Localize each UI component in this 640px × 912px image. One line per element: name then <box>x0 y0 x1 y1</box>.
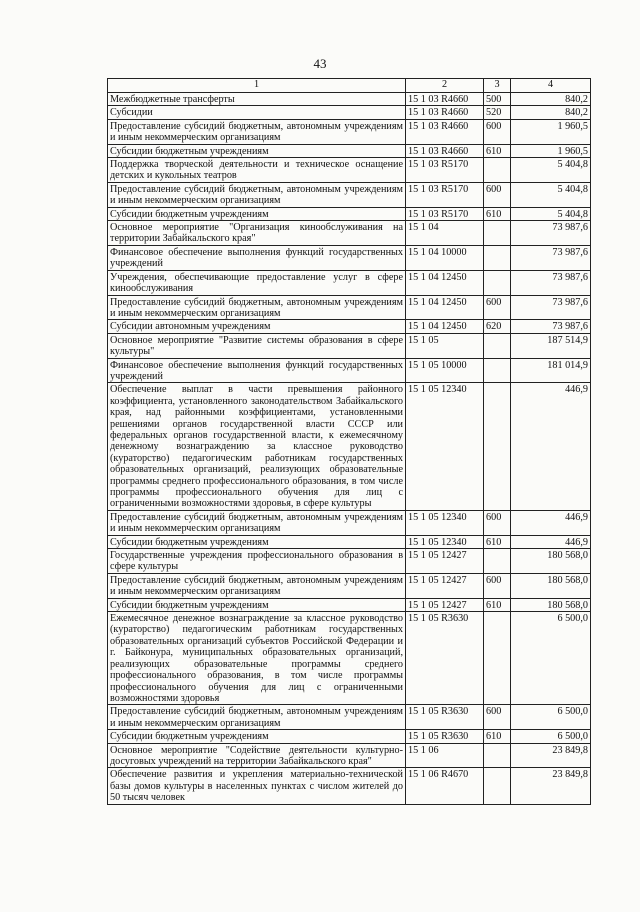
row-expense-type-cell: 600 <box>484 182 511 207</box>
row-code-cell: 15 1 06 R4670 <box>406 768 484 804</box>
row-expense-type-cell <box>484 245 511 270</box>
row-expense-type-cell <box>484 612 511 705</box>
row-code-cell: 15 1 05 R3630 <box>406 612 484 705</box>
row-name-cell: Субсидии бюджетным учреждениям <box>108 207 406 220</box>
row-expense-type-cell: 610 <box>484 730 511 743</box>
table-row <box>108 106 591 119</box>
row-name-cell: Субсидии бюджетным учреждениям <box>108 598 406 611</box>
row-amount-cell: 180 568,0 <box>511 598 591 611</box>
row-name-cell: Межбюджетные трансферты <box>108 93 406 106</box>
row-expense-type-cell: 600 <box>484 705 511 730</box>
row-name-cell: Субсидии бюджетным учреждениям <box>108 144 406 157</box>
row-code-cell: 15 1 04 10000 <box>406 245 484 270</box>
row-name-cell: Субсидии <box>108 106 406 119</box>
table-header-row <box>108 79 591 93</box>
row-name-cell: Субсидии автономным учреждениям <box>108 320 406 333</box>
table-row <box>108 358 591 383</box>
row-amount-cell: 840,2 <box>511 93 591 106</box>
row-name-cell: Субсидии бюджетным учреждениям <box>108 535 406 548</box>
row-name-cell: Предоставление субсидий бюджетным, автономным учреждениям и иным некоммерческим организациям <box>108 182 406 207</box>
table-row <box>108 295 591 320</box>
row-code-cell: 15 1 03 R4660 <box>406 144 484 157</box>
row-code-cell: 15 1 03 R4660 <box>406 93 484 106</box>
row-code-cell: 15 1 05 12427 <box>406 549 484 574</box>
row-code-cell: 15 1 03 R4660 <box>406 119 484 144</box>
column-header-amount: 4 <box>511 79 591 93</box>
row-amount-cell: 1 960,5 <box>511 144 591 157</box>
row-code-cell: 15 1 06 <box>406 743 484 768</box>
row-amount-cell: 1 960,5 <box>511 119 591 144</box>
row-expense-type-cell <box>484 768 511 804</box>
row-expense-type-cell <box>484 549 511 574</box>
row-expense-type-cell <box>484 358 511 383</box>
row-expense-type-cell <box>484 158 511 183</box>
row-name-cell: Предоставление субсидий бюджетным, автономным учреждениям и иным некоммерческим организациям <box>108 510 406 535</box>
row-code-cell: 15 1 04 12450 <box>406 295 484 320</box>
row-expense-type-cell: 610 <box>484 535 511 548</box>
table-row <box>108 743 591 768</box>
row-name-cell: Предоставление субсидий бюджетным, автономным учреждениям и иным некоммерческим организациям <box>108 705 406 730</box>
table-row <box>108 598 591 611</box>
budget-table <box>107 78 591 805</box>
row-name-cell: Обеспечение выплат в части превышения районного коэффициента, установленного законодательством Забайкальского края, над районными коэффициентами, установленными решениями органов государственной власти СССР или федеральных органов государственной власти, к ежемесячному денежному вознаграждению за классное руководство (кураторство) педагогическим работникам государственных образовательных организаций, реализующих образовательные программы среднего профессионального образования, в том числе программы профессионального обучения для лиц с ограниченными возможностями здоровья, в сфере культуры <box>108 383 406 510</box>
row-name-cell: Субсидии бюджетным учреждениям <box>108 730 406 743</box>
row-expense-type-cell <box>484 383 511 510</box>
table-row <box>108 144 591 157</box>
row-amount-cell: 180 568,0 <box>511 573 591 598</box>
row-expense-type-cell: 520 <box>484 106 511 119</box>
row-name-cell: Поддержка творческой деятельности и техническое оснащение детских и кукольных театров <box>108 158 406 183</box>
row-expense-type-cell: 610 <box>484 144 511 157</box>
row-code-cell: 15 1 05 R3630 <box>406 705 484 730</box>
row-amount-cell: 73 987,6 <box>511 295 591 320</box>
row-amount-cell: 6 500,0 <box>511 705 591 730</box>
row-code-cell: 15 1 03 R4660 <box>406 106 484 119</box>
row-name-cell: Финансовое обеспечение выполнения функций государственных учреждений <box>108 358 406 383</box>
table-row <box>108 535 591 548</box>
row-amount-cell: 446,9 <box>511 510 591 535</box>
table-row <box>108 119 591 144</box>
row-name-cell: Обеспечение развития и укрепления материально-технической базы домов культуры в населенных пунктах с числом жителей до 50 тысяч человек <box>108 768 406 804</box>
table-row <box>108 383 591 510</box>
table-row <box>108 93 591 106</box>
row-amount-cell: 180 568,0 <box>511 549 591 574</box>
table-row <box>108 549 591 574</box>
row-code-cell: 15 1 04 <box>406 221 484 246</box>
row-expense-type-cell <box>484 333 511 358</box>
row-name-cell: Финансовое обеспечение выполнения функций государственных учреждений <box>108 245 406 270</box>
row-code-cell: 15 1 05 12340 <box>406 383 484 510</box>
table-row <box>108 245 591 270</box>
row-name-cell: Основное мероприятие "Организация кинообслуживания на территории Забайкальского края" <box>108 221 406 246</box>
row-expense-type-cell: 600 <box>484 510 511 535</box>
row-code-cell: 15 1 04 12450 <box>406 270 484 295</box>
row-amount-cell: 6 500,0 <box>511 612 591 705</box>
table-row <box>108 320 591 333</box>
column-header-name: 1 <box>108 79 406 93</box>
row-code-cell: 15 1 05 12340 <box>406 510 484 535</box>
row-expense-type-cell: 610 <box>484 207 511 220</box>
row-name-cell: Учреждения, обеспечивающие предоставление услуг в сфере кинообслуживания <box>108 270 406 295</box>
table-row <box>108 510 591 535</box>
row-name-cell: Предоставление субсидий бюджетным, автономным учреждениям и иным некоммерческим организациям <box>108 295 406 320</box>
row-code-cell: 15 1 05 10000 <box>406 358 484 383</box>
row-amount-cell: 23 849,8 <box>511 768 591 804</box>
row-amount-cell: 446,9 <box>511 535 591 548</box>
page-number: 43 <box>313 56 327 71</box>
row-code-cell: 15 1 05 12427 <box>406 573 484 598</box>
table-row <box>108 333 591 358</box>
row-code-cell: 15 1 03 R5170 <box>406 182 484 207</box>
row-name-cell: Основное мероприятие "Содействие деятельности культурно-досуговых учреждений на территории Забайкальского края" <box>108 743 406 768</box>
row-name-cell: Предоставление субсидий бюджетным, автономным учреждениям и иным некоммерческим организациям <box>108 119 406 144</box>
row-expense-type-cell: 600 <box>484 119 511 144</box>
row-name-cell: Предоставление субсидий бюджетным, автономным учреждениям и иным некоммерческим организациям <box>108 573 406 598</box>
row-code-cell: 15 1 05 12427 <box>406 598 484 611</box>
row-expense-type-cell: 600 <box>484 295 511 320</box>
row-code-cell: 15 1 04 12450 <box>406 320 484 333</box>
table-row <box>108 221 591 246</box>
row-code-cell: 15 1 05 R3630 <box>406 730 484 743</box>
row-amount-cell: 73 987,6 <box>511 270 591 295</box>
row-expense-type-cell: 600 <box>484 573 511 598</box>
row-amount-cell: 73 987,6 <box>511 245 591 270</box>
row-amount-cell: 23 849,8 <box>511 743 591 768</box>
row-code-cell: 15 1 03 R5170 <box>406 207 484 220</box>
row-name-cell: Ежемесячное денежное вознаграждение за классное руководство (кураторство) педагогическим работникам государственных образовательных организаций субъектов Российской Федерации и г. Байконура, муниципальных образовательных организаций, реализующих образовательные программы среднего профессионального образования, в том числе программы профессионального обучения для лиц с ограниченными возможностями здоровья <box>108 612 406 705</box>
row-code-cell: 15 1 05 12340 <box>406 535 484 548</box>
row-code-cell: 15 1 03 R5170 <box>406 158 484 183</box>
row-amount-cell: 181 014,9 <box>511 358 591 383</box>
row-amount-cell: 5 404,8 <box>511 158 591 183</box>
table-row <box>108 158 591 183</box>
table-row <box>108 705 591 730</box>
row-amount-cell: 6 500,0 <box>511 730 591 743</box>
row-name-cell: Государственные учреждения профессионального образования в сфере культуры <box>108 549 406 574</box>
row-amount-cell: 73 987,6 <box>511 320 591 333</box>
row-amount-cell: 73 987,6 <box>511 221 591 246</box>
table-row <box>108 207 591 220</box>
row-expense-type-cell: 620 <box>484 320 511 333</box>
row-expense-type-cell <box>484 743 511 768</box>
row-expense-type-cell: 500 <box>484 93 511 106</box>
table-row <box>108 573 591 598</box>
table-row <box>108 182 591 207</box>
row-amount-cell: 5 404,8 <box>511 182 591 207</box>
table-row <box>108 768 591 804</box>
row-expense-type-cell <box>484 221 511 246</box>
table-row <box>108 730 591 743</box>
table-row <box>108 612 591 705</box>
row-amount-cell: 446,9 <box>511 383 591 510</box>
row-amount-cell: 187 514,9 <box>511 333 591 358</box>
row-code-cell: 15 1 05 <box>406 333 484 358</box>
row-amount-cell: 840,2 <box>511 106 591 119</box>
row-name-cell: Основное мероприятие "Развитие системы образования в сфере культуры" <box>108 333 406 358</box>
column-header-expense-type: 3 <box>484 79 511 93</box>
column-header-code: 2 <box>406 79 484 93</box>
row-expense-type-cell: 610 <box>484 598 511 611</box>
table-row <box>108 270 591 295</box>
row-expense-type-cell <box>484 270 511 295</box>
row-amount-cell: 5 404,8 <box>511 207 591 220</box>
